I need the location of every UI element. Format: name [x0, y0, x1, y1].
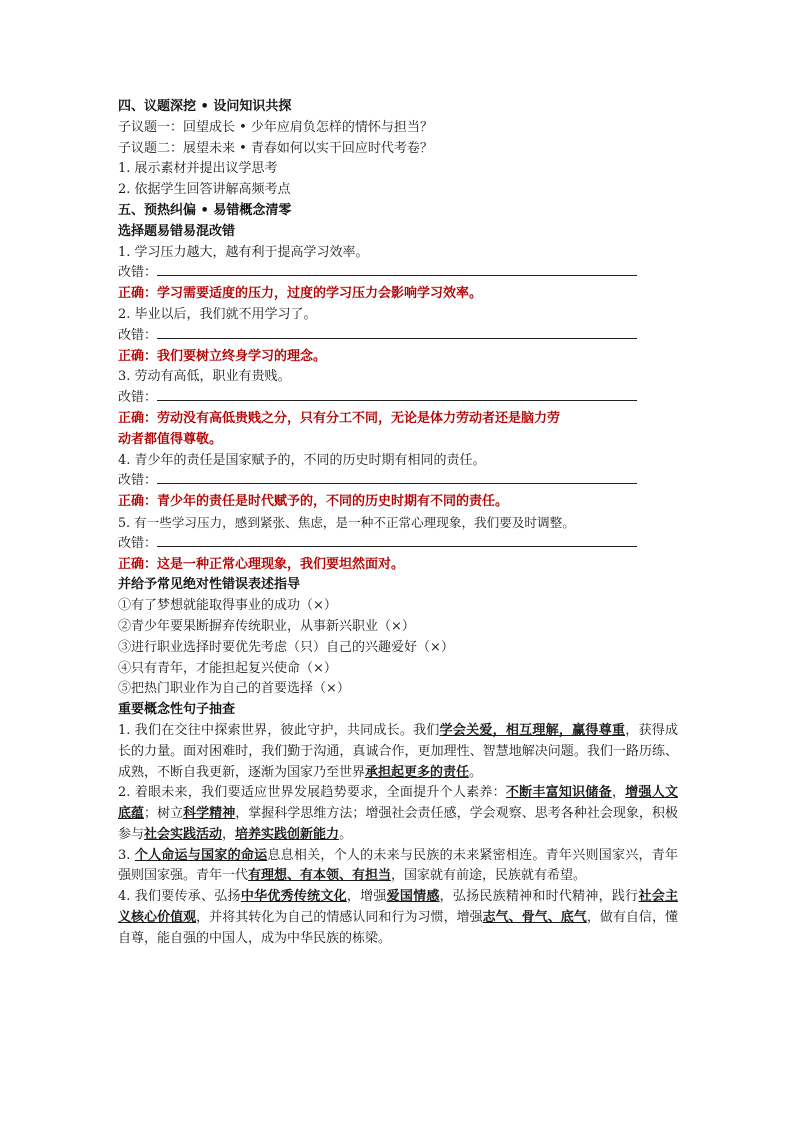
key-phrase: 社会实践活动	[144, 826, 223, 842]
sub-topic-2: 子议题二：展望未来 • 青春如何以实干回应时代考卷？	[118, 140, 433, 156]
error-item-1: ①有了梦想就能取得事业的成功（×）	[118, 598, 337, 614]
concept-paragraph-4	[118, 887, 678, 949]
answer-4: 正确：青少年的责任是时代赋予的，不同的历史时期有不同的责任。	[118, 494, 509, 510]
key-phrase: 爱国情感	[386, 889, 440, 905]
fix-label: 改错：	[118, 535, 158, 551]
step-2: 2. 依据学生回答讲解高频考点	[118, 182, 291, 198]
key-phrase: 科学精神	[183, 806, 236, 822]
question-4: 4. 青少年的责任是国家赋予的，不同的历史时期有相同的责任。	[118, 452, 486, 468]
concept-paragraph-3	[118, 846, 678, 888]
error-item-3: ③进行职业选择时要优先考虑（只）自己的兴趣爱好（×）	[118, 639, 454, 655]
key-phrase: 有理想、有本领、有担当	[248, 868, 392, 884]
text-run: ，获得成长的力量。面对困难时，我们勤于沟通，真诚合作，更加理性、智慧地解决问题。我们一路历练、成熟，不断自我更新，逐渐为国家乃至世界	[118, 722, 678, 780]
fix-line-3	[118, 388, 678, 409]
fix-blank[interactable]	[157, 534, 637, 547]
text-run: 。	[469, 764, 483, 780]
answer-2: 正确：我们要树立终身学习的理念。	[118, 348, 327, 364]
concept-paragraph-1	[118, 721, 678, 783]
sub-topic-1: 子议题一：回望成长 • 少年应肩负怎样的情怀与担当？	[118, 119, 433, 135]
fix-line-2	[118, 326, 678, 347]
section-5-subtitle: 选择题易错易混改错	[118, 223, 236, 239]
question-1: 1. 学习压力越大，越有利于提高学习效率。	[118, 244, 369, 260]
fix-blank[interactable]	[157, 388, 637, 401]
error-item-5: ⑤把热门职业作为自己的首要选择（×）	[118, 681, 350, 697]
question-2: 2. 毕业以后，我们就不用学习了。	[118, 306, 317, 322]
text-run: ，掌握科学思维方法；增强社会责任感，学会观察、思考各种社会现象，积极参与	[118, 806, 678, 842]
text-run: 4. 我们要传承、弘扬	[118, 889, 241, 905]
key-phrase: 不断丰富知识储备	[505, 785, 612, 801]
section-5-heading: 五、预热纠偏 • 易错概念清零	[118, 202, 292, 218]
fix-label: 改错：	[118, 473, 158, 489]
text-run: ，增强	[346, 889, 387, 905]
text-run: ，国家就有前途，民族就有希望。	[391, 868, 587, 884]
answer-3-line-2: 动者都值得尊敬。	[118, 431, 223, 447]
document-body	[118, 97, 678, 950]
key-phrase: 承担起更多的责任	[365, 764, 470, 780]
key-phrase: 中华优秀传统文化	[240, 889, 347, 905]
fix-label: 改错：	[118, 327, 158, 343]
fix-label: 改错：	[118, 265, 158, 281]
fix-label: 改错：	[118, 390, 158, 406]
error-item-2: ②青少年要果断摒弃传统职业，从事新兴职业（×）	[118, 618, 415, 634]
text-run: ；树立	[144, 806, 184, 822]
concept-paragraph-2	[118, 783, 678, 845]
key-phrase: 学会关爱，相互理解，赢得尊重	[439, 722, 626, 738]
key-phrase: 社会主义核心价值观	[118, 889, 678, 926]
fix-line-1	[118, 263, 678, 284]
fix-blank[interactable]	[157, 326, 637, 339]
errors-heading: 并给予常见绝对性错误表述指导	[118, 577, 301, 593]
question-5: 5. 有一些学习压力，感到紧张、焦虑，是一种不正常心理现象，我们要及时调整。	[118, 514, 575, 530]
text-run: ，弘扬民族精神和时代精神，践行	[439, 889, 639, 905]
key-phrase: 培养实践创新能力	[235, 826, 340, 842]
key-phrase: 增强人文底蕴	[118, 785, 678, 822]
text-run: 2. 着眼未来，我们要适应世界发展趋势要求，全面提升个人素养：	[118, 785, 506, 801]
fix-blank[interactable]	[157, 263, 637, 276]
text-run: 3.	[118, 847, 135, 863]
key-phrase: 志气、骨气、底气	[482, 910, 587, 926]
fix-line-4	[118, 471, 678, 492]
section-4-heading: 四、议题深挖 • 设问知识共探	[118, 99, 292, 114]
answer-3-line-1: 正确：劳动没有高低贵贱之分，只有分工不同，无论是体力劳动者还是脑力劳	[118, 410, 561, 426]
fix-blank[interactable]	[157, 471, 637, 484]
answer-5: 正确：这是一种正常心理现象，我们要坦然面对。	[118, 556, 405, 572]
error-item-4: ④只有青年，才能担起复兴使命（×）	[118, 660, 337, 676]
question-3: 3. 劳动有高低，职业有贵贱。	[118, 369, 291, 385]
key-phrase: 个人命运与国家的命运	[134, 847, 268, 863]
text-run: 息息相关，个人的未来与民族的未来紧密相连。青年兴则国家兴，青年强则国家强。青年一代	[118, 847, 678, 884]
text-run: ，	[611, 785, 626, 801]
text-run: ，	[222, 826, 236, 842]
text-run: 。	[339, 826, 353, 842]
fix-line-5	[118, 534, 678, 555]
text-run: ，并将其转化为自己的情感认同和行为习惯，增强	[196, 910, 483, 926]
concepts-heading: 重要概念性句子抽查	[118, 702, 236, 718]
text-run: ，做有自信，懂自尊，能自强的中国人，成为中华民族的栋梁。	[118, 910, 678, 946]
text-run: 1. 我们在交往中探索世界，彼此守护，共同成长。我们	[118, 722, 440, 738]
step-1: 1. 展示素材并提出议学思考	[118, 161, 278, 177]
answer-1: 正确：学习需要适度的压力，过度的学习压力会影响学习效率。	[118, 286, 483, 302]
